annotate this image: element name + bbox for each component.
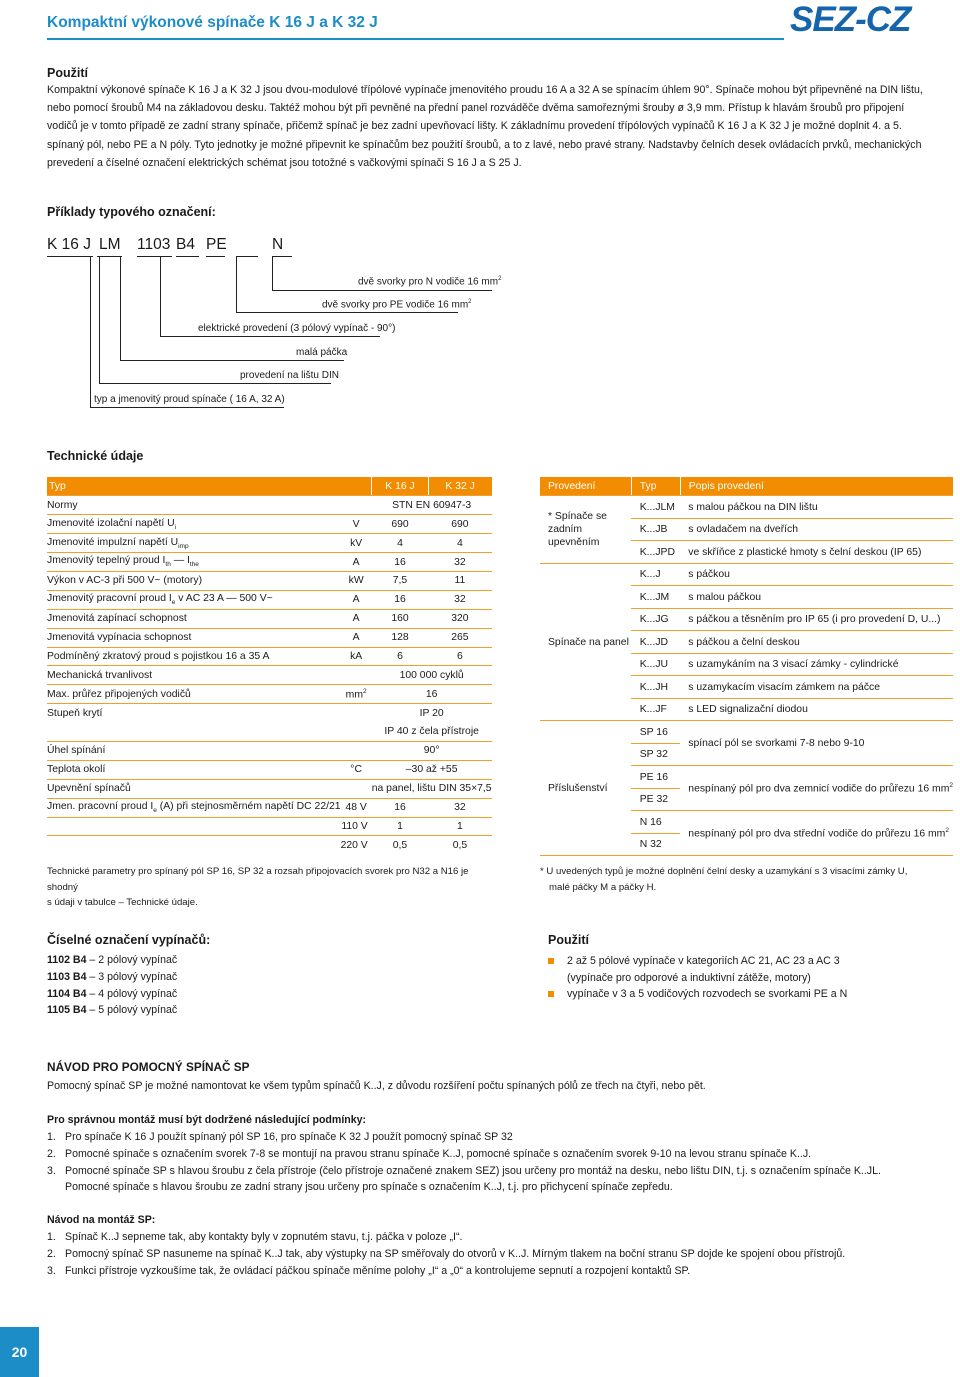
- list-item: 2. Pomocný spínač SP nasuneme na spínač K..J tak, aby výstupky na SP směřovaly do otvorů v K..J. Mírným tlakem na boční stranu SP dojde ke spojení obou přístrojů.: [47, 1247, 846, 1260]
- tree-line: [236, 312, 458, 313]
- param-value: 16: [372, 590, 429, 609]
- param-label: Stupeň krytí: [47, 707, 103, 719]
- variant-group: * Spínače se zadním upevněním: [540, 496, 631, 564]
- tech-row: [47, 666, 492, 685]
- tree-label: elektrické provedení (3 pólový vypínač - 90°): [198, 323, 396, 334]
- variant-type: PE 32: [631, 788, 680, 811]
- section-title-pouziti2: Použití: [548, 933, 589, 947]
- param-label: Max. průřez připojených vodičů: [47, 685, 341, 704]
- param-unit: $mm^2$: [341, 685, 372, 704]
- header-cell: Provedení: [540, 477, 631, 496]
- param-unit: kA: [341, 647, 372, 666]
- mount-list: [47, 1229, 952, 1279]
- note-line: malé páčky M a páčky H.: [549, 881, 657, 893]
- variant-type: SP 16: [631, 721, 680, 744]
- param-label: Jmenovitá zapínací schopnost: [47, 609, 341, 628]
- tech-row: [47, 628, 492, 647]
- param-value: 0,5: [452, 840, 468, 852]
- param-unit: [341, 779, 372, 798]
- variant-desc: s LED signalizační diodou: [680, 698, 953, 721]
- tree-label: provedení na lištu DIN: [240, 370, 339, 381]
- list-item: 3. Pomocné spínače SP s hlavou šroubu z čela přístroje (čelo přístroje označené znakem SEZ) jsou určeny pro montáž na desku, nebo lištu DIN, t.j. s označením spínače K..JL.: [47, 1164, 881, 1177]
- param-label: Jmen. pracovní proud $I_e$ (A) při stejnosměrném napětí DC 22/21: [47, 798, 341, 817]
- tech-row: [47, 534, 492, 553]
- variant-type: K...JU: [631, 653, 680, 676]
- variant-type: K...JLM: [631, 496, 680, 519]
- underline: [137, 256, 172, 257]
- variant-type: PE 16: [631, 766, 680, 789]
- bullet-icon: [548, 958, 554, 964]
- param-value: 128: [372, 628, 429, 647]
- param-label: Normy: [47, 496, 341, 515]
- param-value: 4: [428, 534, 491, 553]
- tree-line: [90, 407, 284, 408]
- param-value: STN EN 60947-3: [372, 496, 492, 515]
- tree-line: [90, 256, 91, 407]
- header-cell: K 32 J: [428, 477, 491, 496]
- variant-row: [540, 721, 953, 744]
- mount-title: Návod na montáž SP:: [47, 1214, 156, 1226]
- param-label: Jmenovitá vypínacia schopnost: [47, 628, 341, 647]
- company-logo: SEZ-CZ: [790, 0, 911, 39]
- tree-line: [99, 256, 100, 383]
- variant-type: K...JD: [631, 631, 680, 654]
- list-item: 1. Spínač K..J sepneme tak, aby kontakty byly v zopnutém stavu, t.j. páčka v poloze „I“.: [47, 1231, 463, 1243]
- variant-desc: s ovladačem na dveřích: [680, 518, 953, 541]
- param-value: 100 000 cyklů: [372, 666, 492, 685]
- tech-row: [47, 836, 492, 855]
- param-value: 1: [372, 817, 429, 836]
- variants-table-header: [540, 477, 953, 496]
- header-cell: Typ: [631, 477, 680, 496]
- variant-desc: s páčkou a těsněním pro IP 65 (i pro provedení D, U...): [680, 608, 953, 631]
- param-unit: A: [341, 590, 372, 609]
- variant-desc: s páčkou: [680, 563, 953, 586]
- param-value: 16: [372, 685, 492, 704]
- tech-row: [47, 553, 492, 572]
- tree-line: [120, 256, 121, 360]
- tree-line: [272, 290, 492, 291]
- param-value: 6: [372, 647, 429, 666]
- variant-type: K...JH: [631, 676, 680, 699]
- variant-row: [540, 563, 953, 586]
- ciselne-list: [47, 952, 177, 1019]
- tech-row: [47, 590, 492, 609]
- pouziti-paragraph: [47, 81, 952, 172]
- list-item: 1102 B4 – 2 pólový vypínač: [47, 954, 178, 966]
- note-line: Technické parametry pro spínaný pól SP 16, SP 32 a rozsah připojovacích svorek pro N32 a N16 je shodný: [47, 866, 469, 893]
- variant-desc: s páčkou a čelní deskou: [680, 631, 953, 654]
- note-line: s údaji v tabulce – Technické údaje.: [47, 897, 198, 908]
- conditions-title: Pro správnou montáž musí být dodržené následující podmínky:: [47, 1114, 367, 1126]
- param-unit: [341, 666, 372, 685]
- param-value: IP 40 z čela přístroje: [372, 723, 492, 742]
- variant-type: K...J: [631, 563, 680, 586]
- param-value: 90°: [372, 741, 492, 760]
- param-label: Jmenovité izolační napětí $U_i$: [47, 515, 341, 534]
- code-1103: 1103: [137, 236, 171, 253]
- param-value: 16: [372, 798, 429, 817]
- param-unit: kV: [341, 534, 372, 553]
- underline: [272, 256, 292, 257]
- param-value: –30 až +55: [372, 760, 492, 779]
- code-k16j: K 16 J: [47, 236, 91, 253]
- list-item: Pomocné spínače s hlavou šroubu ze zadní strany jsou určeny pro spínače s označením K..J, t.j. pro přichycení spínače zepředu.: [65, 1181, 673, 1194]
- tree-line: [120, 360, 344, 361]
- list-item: vypínače v 3 a 5 vodičových rozvodech se svorkami PE a N: [548, 986, 948, 1003]
- param-unit: A: [341, 553, 372, 572]
- param-value: 11: [428, 571, 491, 590]
- param-value: 320: [428, 609, 491, 628]
- tech-note: [47, 864, 492, 911]
- param-value: IP 20: [419, 707, 444, 719]
- tech-table: [47, 477, 492, 855]
- code-b4: B4: [176, 236, 195, 253]
- param-label: Úhel spínání: [47, 741, 341, 760]
- param-unit: [341, 723, 372, 742]
- underline: [97, 256, 122, 257]
- tech-row: [47, 817, 492, 836]
- underline: [236, 256, 258, 257]
- header-cell: Popis provedení: [680, 477, 953, 496]
- param-unit: [341, 704, 372, 723]
- list-item: 3. Funkci přístroje vyzkoušíme tak, že ovládací páčkou spínače měníme polohy „I“ a „0“ a kontrolujeme sepnutí a rozpojení kontaktů SP.: [47, 1264, 691, 1277]
- underline: [47, 256, 93, 257]
- variant-desc: ve skříňce z plastické hmoty s čelní deskou (IP 65): [680, 541, 953, 564]
- variant-desc: spínací pól se svorkami 7-8 nebo 9-10: [680, 721, 953, 766]
- tech-row: [47, 760, 492, 779]
- bullet-icon: [548, 991, 554, 997]
- tech-row: [47, 609, 492, 628]
- conditions-list: [47, 1129, 952, 1196]
- list-item: 1103 B4 – 3 pólový vypínač: [47, 970, 178, 983]
- tree-line: [236, 256, 237, 312]
- param-label: [47, 836, 341, 855]
- param-value: 160: [372, 609, 429, 628]
- header-cell: K 16 J: [372, 477, 429, 496]
- variant-type: N 16: [631, 811, 680, 834]
- variant-group: Příslušenství: [540, 721, 631, 856]
- variant-type: K...JG: [631, 608, 680, 631]
- pouziti-line: Kompaktní výkonové spínače K 16 J a K 32 J jsou dvou-modulové třípólové vypínače jmenovitého proudu 16 A a 32 A se spínacím úhlem 90°. Spínače mohou být připevněné na DIN lištu,: [47, 84, 923, 96]
- param-label: Podmíněný zkratový proud s pojistkou 16 a 35 A: [47, 647, 341, 666]
- variant-desc: s uzamykacím visacím zámkem na páčce: [680, 676, 953, 699]
- param-value: 32: [428, 798, 491, 817]
- variants-note: [540, 864, 950, 895]
- tech-row: [47, 704, 492, 723]
- param-value: 4: [372, 534, 429, 553]
- variant-desc: nespínaný pól pro dva zemnicí vodiče do průřezu 16 $mm^2$: [680, 766, 953, 811]
- variant-desc: s malou páčkou: [680, 586, 953, 609]
- page-number: 20: [0, 1327, 39, 1377]
- tree-line: [99, 383, 331, 384]
- variant-type: K...JB: [631, 518, 680, 541]
- param-value: 0,5: [392, 840, 408, 852]
- tree-line: [272, 256, 273, 290]
- section-title-priklady: Příklady typového označení:: [47, 205, 216, 219]
- note-line: * U uvedených typů je možné doplnění čelní desky a uzamykání s 3 visacími zámky U,: [540, 866, 908, 877]
- param-value: 690: [428, 515, 491, 534]
- tree-line: [160, 336, 380, 337]
- list-item: 2. Pomocné spínače s označením svorek 7-8 se montují na pravou stranu spínače K..J, pomocné spínače s označením svorek 9-10 na levou stranu spínače K..J.: [47, 1147, 812, 1160]
- page-title: Kompaktní výkonové spínače K 16 J a K 32 J: [47, 14, 378, 31]
- param-value: 7,5: [372, 571, 429, 590]
- variant-type: SP 32: [631, 743, 680, 766]
- variants-table: [540, 477, 953, 856]
- tech-row: [47, 515, 492, 534]
- list-item: 1105 B4 – 5 pólový vypínač: [47, 1004, 178, 1017]
- underline: [176, 256, 199, 257]
- variant-desc: s malou páčkou na DIN lištu: [680, 496, 953, 519]
- tree-label: dvě svorky pro PE vodiče 16 $mm^2$: [322, 299, 472, 311]
- pouziti-line: vodičů je v tomto případě ze zadní strany spínače, přičemž spínač je bez zadní upevňovací lišty. K základnímu provedení třípólových vypínačů K 16 J a K 32 J je možné doplnit 4. a 5.: [47, 120, 902, 133]
- param-unit: kW: [341, 571, 372, 590]
- tech-row: [47, 571, 492, 590]
- param-value: 690: [372, 515, 429, 534]
- section-title-pouziti: Použití: [47, 66, 88, 80]
- tech-row: [47, 723, 492, 742]
- list-item: 1104 B4 – 4 pólový vypínač: [47, 987, 178, 1000]
- list-item: 1. Pro spínače K 16 J použít spínaný pól SP 16, pro spínače K 32 J použít pomocný spínač SP 32: [47, 1131, 513, 1143]
- tech-row: [47, 779, 492, 798]
- param-unit: A: [341, 609, 372, 628]
- param-value: 32: [428, 553, 491, 572]
- pouziti2-list: [548, 953, 948, 1003]
- param-value: 1: [428, 817, 491, 836]
- list-item: 2 až 5 pólové vypínače v kategoriích AC 21, AC 23 a AC 3: [548, 953, 948, 970]
- param-unit: 220 V: [340, 840, 368, 852]
- variant-type: K...JM: [631, 586, 680, 609]
- header-cell: Typ: [47, 477, 341, 496]
- code-lm: LM: [99, 236, 121, 253]
- param-unit: 48 V: [341, 798, 372, 817]
- code-n: N: [272, 236, 284, 253]
- param-unit: 110 V: [341, 817, 372, 836]
- param-label: Jmenovité impulzní napětí $U_{imp}$: [47, 534, 341, 553]
- param-label: [47, 817, 341, 836]
- section-title-navod: NÁVOD PRO POMOCNÝ SPÍNAČ SP: [47, 1060, 250, 1074]
- variant-group: Spínače na panel: [540, 563, 631, 721]
- param-label: Teplota okolí: [47, 760, 341, 779]
- param-value: 32: [428, 590, 491, 609]
- tech-row: [47, 647, 492, 666]
- tree-label: dvě svorky pro N vodiče 16 $mm^2$: [358, 276, 502, 288]
- param-label: Mechanická trvanlivost: [47, 666, 341, 685]
- tech-row: [47, 496, 492, 515]
- param-value: na panel, lištu DIN 35×7,5: [372, 779, 492, 798]
- variant-row: [540, 496, 953, 519]
- param-value: 6: [428, 647, 491, 666]
- section-title-tech: Technické údaje: [47, 449, 144, 463]
- param-unit: V: [341, 515, 372, 534]
- code-pe: PE: [206, 236, 227, 253]
- param-unit: °C: [341, 760, 372, 779]
- param-label: Upevnění spínačů: [47, 779, 341, 798]
- tree-label: typ a jmenovitý proud spínače ( 16 A, 32 A): [94, 394, 285, 405]
- variant-type: N 32: [631, 833, 680, 856]
- header-rule: [47, 38, 784, 40]
- param-unit: A: [341, 628, 372, 647]
- pouziti-line: nebo pomocí šroubů M4 na základovou desku. Taktéž mohou být při pevněné na přední panel rozváděče dvěma samořeznými šrouby ø 3,9 mm. Přístup k hlavám šroubů pro připojení: [47, 102, 905, 115]
- param-label: Jmenovitý pracovní proud $I_e$ v AC 23 A — 500 V~: [47, 590, 341, 609]
- tech-row: [47, 685, 492, 704]
- param-label: Výkon v AC-3 při 500 V~ (motory): [47, 571, 341, 590]
- param-label: [47, 723, 341, 742]
- tree-label: malá páčka: [296, 347, 348, 358]
- list-item-continuation: (vypínače pro odporové a induktivní zátěže, motory): [567, 971, 811, 984]
- param-unit: [341, 741, 372, 760]
- pouziti-line: prevedení a číselné označení elektrických schémat jsou totožné s vačkovými spínači S 16 J a S 25 J.: [47, 156, 522, 169]
- variant-desc: s uzamykáním na 3 visací zámky - cylindrické: [680, 653, 953, 676]
- param-value: 16: [372, 553, 429, 572]
- underline: [206, 256, 225, 257]
- tech-row: [47, 798, 492, 817]
- navod-intro: Pomocný spínač SP je možné namontovat ke všem typům spínačů K..J, z důvodu rozšíření počtu spínaných pólů ze třech na čtyři, nebo pět.: [47, 1080, 706, 1092]
- variant-type: K...JPD: [631, 541, 680, 564]
- variant-desc: nespínaný pól pro dva střední vodiče do průřezu 16 $mm^2$: [680, 811, 953, 856]
- tree-line: [160, 256, 161, 336]
- param-value: 265: [428, 628, 491, 647]
- param-unit: [341, 496, 372, 515]
- section-title-ciselne: Číselné označení vypínačů:: [47, 933, 211, 947]
- variant-type: K...JF: [631, 698, 680, 721]
- param-label: Jmenovitý tepelný proud $I_{th}$ — $I_{the}$: [47, 553, 341, 572]
- tech-table-header: [47, 477, 492, 496]
- tech-row: [47, 741, 492, 760]
- pouziti-line: spínaný pól, nebo PE a N póly. Tyto jednotky je možné připevnit ke spínačům bez použití šroubů, a to z lavé, nebo pravé strany. Nadstavby čelních desek ovládacích prvků, mechanických: [47, 138, 922, 151]
